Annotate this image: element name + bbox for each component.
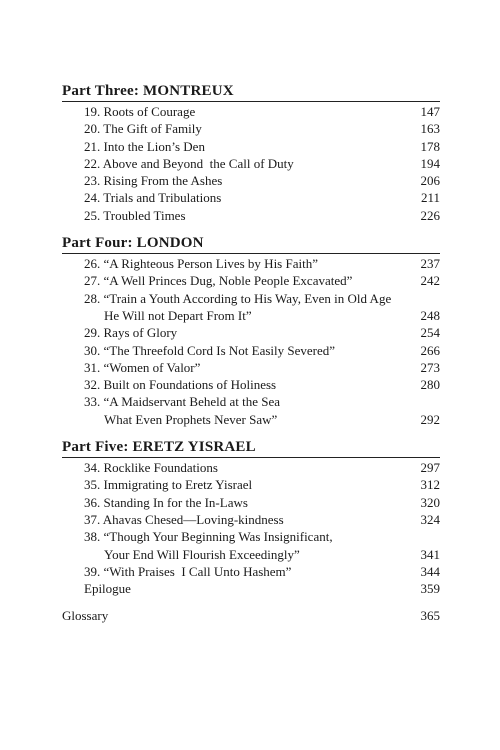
- entry-title: 25. Troubled Times: [84, 207, 186, 223]
- toc-entry-continuation[interactable]: [62, 411, 440, 428]
- toc-entry[interactable]: [62, 103, 440, 120]
- entry-page-number: 266: [420, 342, 440, 358]
- toc-entry[interactable]: [62, 207, 440, 224]
- entry-page-number: 254: [420, 325, 440, 341]
- entry-page-number: 248: [420, 307, 440, 323]
- toc-entry-glossary[interactable]: [62, 607, 440, 624]
- toc-entry[interactable]: [62, 290, 440, 307]
- entry-title: 36. Standing In for the In-Laws: [84, 494, 248, 510]
- entry-title: 30. “The Threefold Cord Is Not Easily Severed”: [84, 342, 336, 358]
- entry-page-number: 226: [420, 207, 440, 223]
- entry-title: What Even Prophets Never Saw”: [104, 411, 278, 427]
- entry-title: 38. “Though Your Beginning Was Insignificant,: [84, 529, 333, 545]
- toc-entry[interactable]: [62, 172, 440, 189]
- entry-title: 19. Roots of Courage: [84, 104, 196, 119]
- entry-title: 27. “A Well Princes Dug, Noble People Excavated”: [84, 273, 353, 289]
- entry-title: 34. Rocklike Foundations: [84, 460, 218, 476]
- entry-title: 33. “A Maidservant Beheld at the Sea: [84, 394, 281, 410]
- entry-page-number: 178: [420, 138, 440, 154]
- entry-page-number: 280: [420, 377, 440, 393]
- entry-page-number: 194: [420, 155, 440, 171]
- entry-page-number: 320: [420, 494, 440, 510]
- entry-title: 29. Rays of Glory: [84, 325, 178, 341]
- entry-title: He Will not Depart From It”: [104, 307, 252, 323]
- entry-page-number: 297: [420, 460, 440, 476]
- toc-entry[interactable]: [62, 511, 440, 528]
- entry-title: 23. Rising From the Ashes: [84, 173, 223, 189]
- toc-entry[interactable]: [62, 359, 440, 376]
- entry-title: 21. Into the Lion’s Den: [84, 138, 205, 154]
- entry-page-number: 312: [420, 477, 440, 493]
- part-title: Part Three: MONTREUX: [62, 82, 440, 102]
- entry-page-number: 365: [420, 608, 440, 624]
- table-of-contents: [62, 82, 440, 625]
- entry-title: 32. Built on Foundations of Holiness: [84, 377, 277, 393]
- entry-title: 31. “Women of Valor”: [84, 359, 201, 375]
- entry-title: 24. Trials and Tribulations: [84, 190, 222, 206]
- toc-entry[interactable]: [62, 376, 440, 393]
- toc-entry[interactable]: [62, 393, 440, 410]
- toc-entry[interactable]: [62, 494, 440, 511]
- entry-page-number: 206: [420, 173, 440, 189]
- part-five-section: [62, 438, 440, 597]
- entry-title: 39. “With Praises I Call Unto Hashem”: [84, 563, 292, 579]
- entry-page-number: 359: [420, 581, 440, 597]
- entry-title: 35. Immigrating to Eretz Yisrael: [84, 477, 253, 493]
- toc-entry[interactable]: [62, 459, 440, 476]
- entry-page-number: 292: [420, 411, 440, 427]
- entry-page-number: 324: [420, 511, 440, 527]
- entry-page-number: 147: [420, 104, 440, 119]
- toc-entry[interactable]: [62, 189, 440, 206]
- entry-page-number: 344: [420, 563, 440, 579]
- part-title: Part Five: ERETZ YISRAEL: [62, 438, 440, 458]
- part-title: Part Four: LONDON: [62, 234, 440, 254]
- entry-title: 28. “Train a Youth According to His Way, Even in Old Age: [84, 290, 392, 306]
- entry-title: 37. Ahavas Chesed—Loving-kindness: [84, 511, 284, 527]
- toc-entry[interactable]: [62, 342, 440, 359]
- entry-title: 20. The Gift of Family: [84, 121, 202, 137]
- entry-title: 22. Above and Beyond the Call of Duty: [84, 155, 294, 171]
- entry-title: Glossary: [62, 608, 109, 624]
- entry-page-number: 242: [420, 273, 440, 289]
- toc-entry[interactable]: [62, 563, 440, 580]
- toc-entry-continuation[interactable]: [62, 546, 440, 563]
- toc-entry[interactable]: [62, 324, 440, 341]
- toc-entry-continuation[interactable]: [62, 307, 440, 324]
- entry-title: Your End Will Flourish Exceedingly”: [104, 546, 300, 562]
- entry-page-number: 341: [420, 546, 440, 562]
- entry-title: Epilogue: [84, 581, 131, 597]
- part-four-section: [62, 234, 440, 428]
- toc-entry[interactable]: [62, 580, 440, 597]
- entry-page-number: 163: [420, 121, 440, 137]
- entry-page-number: 211: [420, 190, 440, 206]
- entry-page-number: 273: [420, 359, 440, 375]
- toc-entry[interactable]: [62, 255, 440, 272]
- toc-entry[interactable]: [62, 528, 440, 545]
- entry-page-number: 237: [420, 256, 440, 272]
- toc-entry[interactable]: [62, 272, 440, 289]
- part-three-section: [62, 82, 440, 224]
- toc-entry[interactable]: [62, 476, 440, 493]
- entry-title: 26. “A Righteous Person Lives by His Faith”: [84, 256, 318, 272]
- toc-entry[interactable]: [62, 138, 440, 155]
- toc-entry[interactable]: [62, 120, 440, 137]
- toc-entry[interactable]: [62, 155, 440, 172]
